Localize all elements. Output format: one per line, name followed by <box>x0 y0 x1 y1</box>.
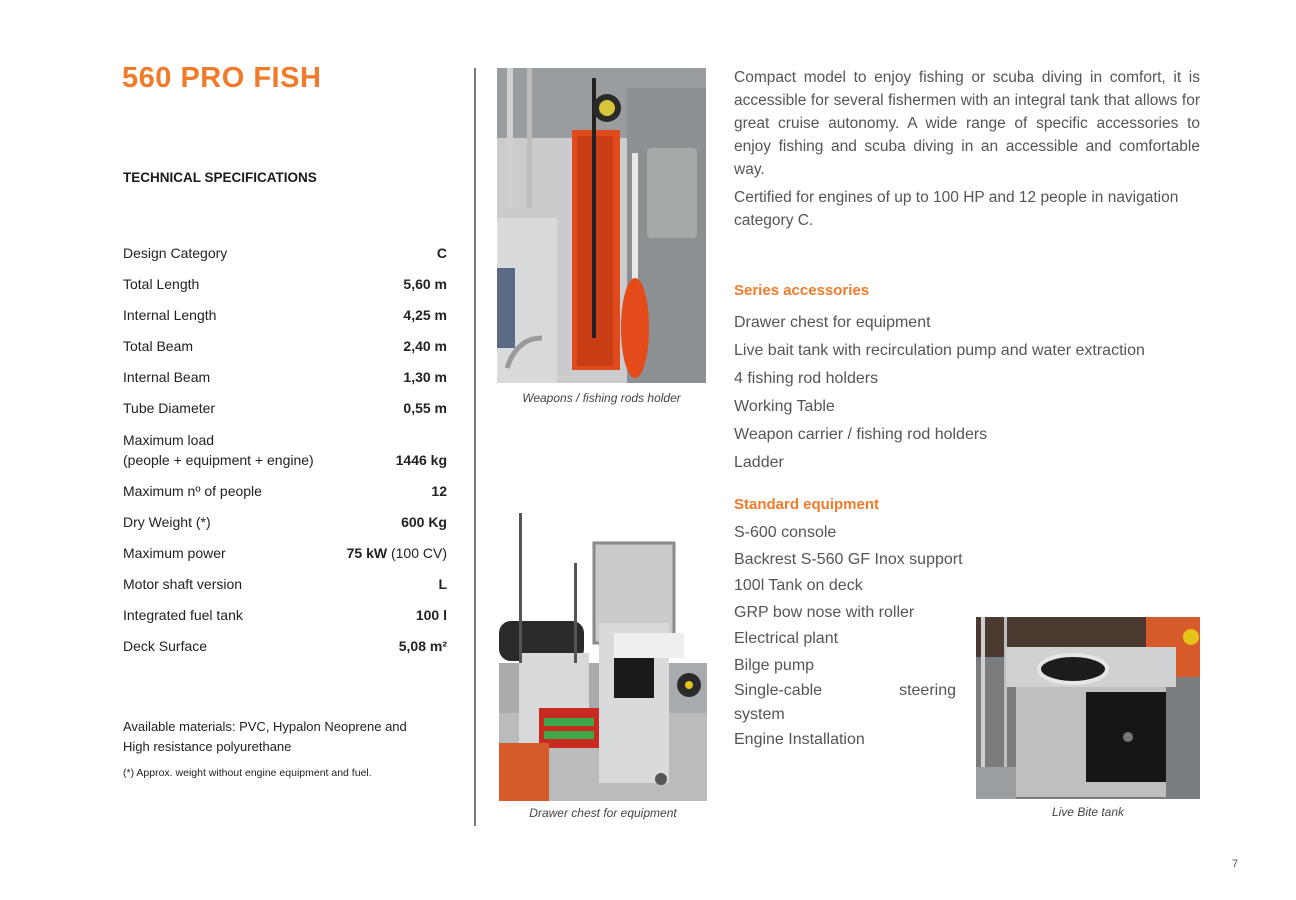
spec-value: 600 Kg <box>401 514 447 530</box>
list-item: Live bait tank with recirculation pump and water extraction <box>734 342 1145 359</box>
spec-row <box>123 294 447 325</box>
spec-value-main: 75 kW <box>346 545 388 561</box>
photo-live-bite-tank-image <box>976 617 1200 799</box>
spec-value: C <box>436 245 447 261</box>
list-item-part: Single-cable <box>734 682 823 699</box>
list-item: S-600 console <box>734 524 837 541</box>
spec-label: Total Length <box>123 276 200 292</box>
weight-note: (*) Approx. weight without engine equipment and fuel. <box>123 767 372 779</box>
photo-rods-holder <box>497 68 706 383</box>
list-item: Drawer chest for equipment <box>734 314 931 331</box>
list-item: Engine Installation <box>734 731 865 748</box>
photo-rods-holder-caption: Weapons / fishing rods holder <box>522 391 681 405</box>
list-item: Electrical plant <box>734 630 839 647</box>
list-item: Working Table <box>734 398 835 415</box>
photo-drawer-chest-caption: Drawer chest for equipment <box>529 806 677 820</box>
description-paragraph: Compact model to enjoy fishing or scuba diving in comfort, it is accessible for several fishermen with an integral tank that allows for great cruise autonomy. A wide range of specific accessories to enjoy fishing and scuba diving in an accessible and comfortable way. <box>734 69 1200 178</box>
list-item: Weapon carrier / fishing rod holders <box>734 426 988 443</box>
spec-label: Motor shaft version <box>123 576 243 592</box>
list-item: 4 fishing rod holders <box>734 370 879 387</box>
spec-value <box>347 543 447 563</box>
list-item: Bilge pump <box>734 656 815 674</box>
series-accessories-list <box>734 309 1145 477</box>
photo-drawer-chest <box>499 513 707 801</box>
spec-row <box>123 263 447 294</box>
list-item: Ladder <box>734 454 784 471</box>
description-paragraph: Certified for engines of up to 100 HP and 12 people in navigation category C. <box>734 189 1179 229</box>
photo-live-bite-tank-caption: Live Bite tank <box>1051 805 1125 819</box>
spec-value: 2,40 m <box>403 338 447 354</box>
spec-table <box>123 232 447 656</box>
spec-row <box>123 594 447 625</box>
spec-row <box>123 356 447 387</box>
column-divider <box>474 68 476 826</box>
spec-value: 0,55 m <box>403 400 447 416</box>
spec-row <box>123 418 447 470</box>
list-item-part: system <box>734 706 785 723</box>
spec-label-line: (people + equipment + engine) <box>123 452 314 468</box>
spec-value: 5,08 m² <box>398 638 447 654</box>
spec-value: L <box>438 576 447 592</box>
spec-label: Deck Surface <box>123 638 208 654</box>
spec-row <box>123 325 447 356</box>
materials-text <box>123 717 453 757</box>
spec-label <box>123 430 314 470</box>
photo-drawer-chest-image <box>499 513 707 801</box>
spec-row <box>123 232 447 263</box>
series-accessories-heading: Series accessories <box>734 282 870 299</box>
spec-value-extra: (100 CV) <box>387 545 447 561</box>
specs-heading: TECHNICAL SPECIFICATIONS <box>123 170 317 185</box>
page-title: 560 PRO FISH <box>122 62 322 94</box>
list-item-part: steering <box>899 682 956 699</box>
materials-line: High resistance polyurethane <box>123 739 292 754</box>
photo-live-bite-tank <box>976 617 1200 799</box>
description <box>734 66 1200 237</box>
list-item: Backrest S-560 GF Inox support <box>734 550 963 568</box>
spec-value: 12 <box>431 483 447 499</box>
spec-row <box>123 470 447 501</box>
spec-row <box>123 563 447 594</box>
spec-row <box>123 501 447 532</box>
spec-value: 1446 kg <box>395 452 447 468</box>
standard-equipment-list <box>734 520 963 754</box>
spec-label: Design Category <box>123 245 228 261</box>
spec-value: 1,30 m <box>403 369 447 385</box>
spec-label: Internal Beam <box>123 369 211 385</box>
materials-line: Available materials: PVC, Hypalon Neoprene and <box>123 719 407 734</box>
spec-label-line: Maximum load <box>123 432 215 448</box>
spec-label: Dry Weight (*) <box>123 514 211 530</box>
spec-label: Total Beam <box>123 338 194 354</box>
list-item: GRP bow nose with roller <box>734 603 915 621</box>
spec-label: Maximum nº of people <box>123 483 262 499</box>
spec-label: Internal Length <box>123 307 217 323</box>
spec-value: 5,60 m <box>403 276 447 292</box>
spec-row <box>123 625 447 656</box>
spec-row <box>123 532 447 563</box>
page-number: 7 <box>1232 858 1239 870</box>
spec-label: Maximum power <box>123 545 226 561</box>
photo-rods-holder-image <box>497 68 706 383</box>
list-item <box>734 679 956 727</box>
spec-value: 100 l <box>415 607 447 623</box>
spec-label: Tube Diameter <box>123 400 216 416</box>
spec-row <box>123 387 447 418</box>
spec-label: Integrated fuel tank <box>123 607 243 623</box>
standard-equipment-heading: Standard equipment <box>734 496 880 513</box>
spec-value: 4,25 m <box>403 307 447 323</box>
list-item: 100l Tank on deck <box>734 577 863 594</box>
